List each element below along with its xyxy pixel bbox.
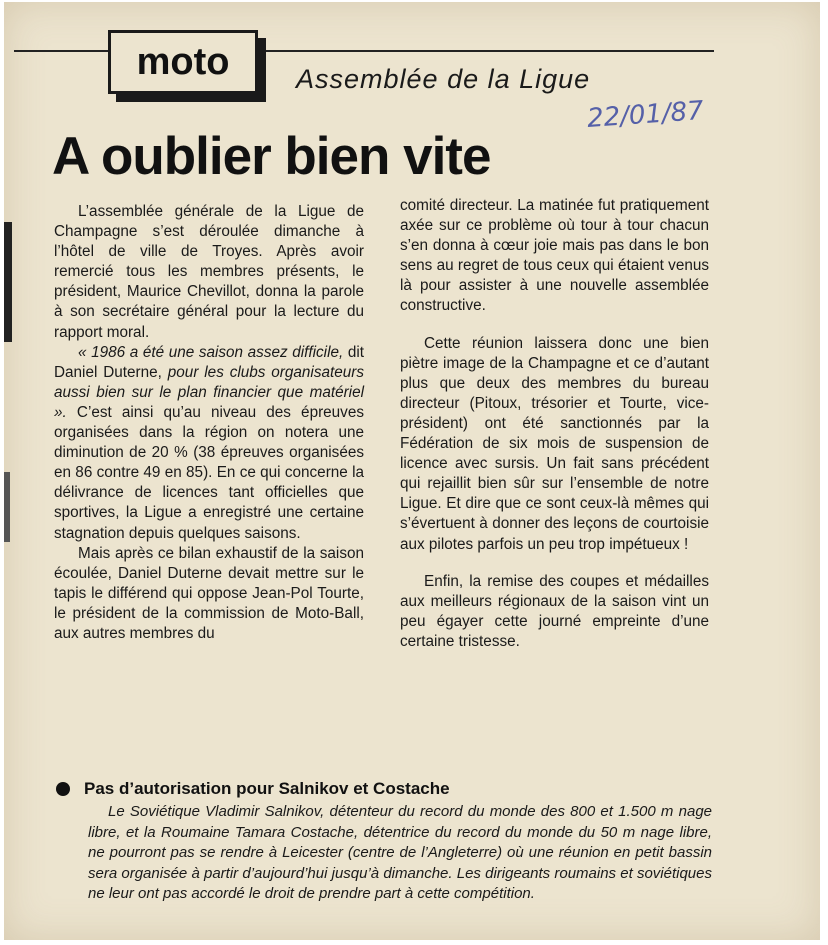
kicker: Assemblée de la Ligue (296, 64, 591, 94)
quote-part: pour les clubs organisateurs aussi bien sur le plan financier que matériel ». (54, 363, 364, 421)
newspaper-clipping (4, 2, 820, 940)
bullet-icon (56, 782, 70, 796)
paragraph: Cette réunion laissera donc une bien piètre image de la Champagne et ce d’autant plus que deux des membres du bureau directeur (Pitoux, trésorier et Tourte, vice-président) ont été sanctionnés par la Fédération de six mois de suspension de licence avec sursis. Un fait sans précédent qui rejaillit bien sûr sur l’ensemble de notre Ligue. Et dire que ce sont ceux-là mêmes qui s’évertuent à donner des leçons de courtoisie aux pilotes parfois un peu trop impétueux ! (400, 334, 709, 553)
paragraph: Le Soviétique Vladimir Salnikov, détenteur du record du monde des 800 et 1.500 m nage libre, et la Roumaine Tamara Costache, détentrice du record du monde du 50 m nage libre, ne pourront pas se rendre à Leicester (centre de l’Angleterre) où une réunion en petit bassin sera organisée à partir d’aujourd’hui jusqu’à dimanche. Les dirigeants roumains et soviétiques ne leur ont pas accordé le droit de prendre part à cette compétition. (88, 803, 712, 902)
paragraph (54, 343, 364, 544)
headline: A oublier bien vite (52, 127, 491, 186)
paragraph: Enfin, la remise des coupes et médailles aux meilleurs régionaux de la saison vint un peu égayer cette journé empreinte d’une certaine tristesse. (400, 572, 709, 650)
paragraph: Mais après ce bilan exhaustif de la saison écoulée, Daniel Duterne devait mettre sur le tapis le différend qui oppose Jean-Pol Tourte, le président de la commission de Moto-Ball, aux autres membres du (54, 544, 364, 642)
text-part: C’est ainsi qu’au niveau des épreuves organisées dans la région on notera une diminution de 20 % (38 épreuves organisées en 86 contre 49 en 85). En ce qui concerne la délivrance de licences tant officielles que sportives, la Ligue a enregistré une certaine stagnation depuis quelques saisons. (54, 403, 364, 542)
quote-part: « 1986 a été une saison assez difficile, (78, 343, 344, 361)
paragraph: comité directeur. La matinée fut pratiquement axée sur ce problème où tour à tour chacun s’en donna à cœur joie mais pas dans le bon sens au regret de tous ceux qui étaient venus là pour assister à une nouvelle assemblée constructive. (400, 197, 709, 315)
paragraph: L’assemblée générale de la Ligue de Champagne s’est déroulée dimanche à l’hôtel de ville de Troyes. Après avoir remercié tous les membres présents, le président, Maurice Chevillot, donna la parole à son secrétaire général pour la lecture du rapport moral. (54, 203, 364, 341)
rubric-box (108, 30, 258, 94)
scan-edge-mark (4, 472, 10, 542)
handwritten-date: 22/01/87 (586, 95, 705, 135)
brief-body (88, 802, 712, 905)
brief-title (56, 779, 450, 799)
text-part: dit Daniel Duterne, (54, 343, 364, 381)
rubric-label: moto (136, 40, 230, 83)
brief-title-text: Pas d’autorisation pour Salnikov et Costache (84, 779, 450, 798)
scan-edge-mark (4, 222, 12, 342)
article-column-right (400, 196, 709, 652)
article-column-left (54, 202, 364, 644)
